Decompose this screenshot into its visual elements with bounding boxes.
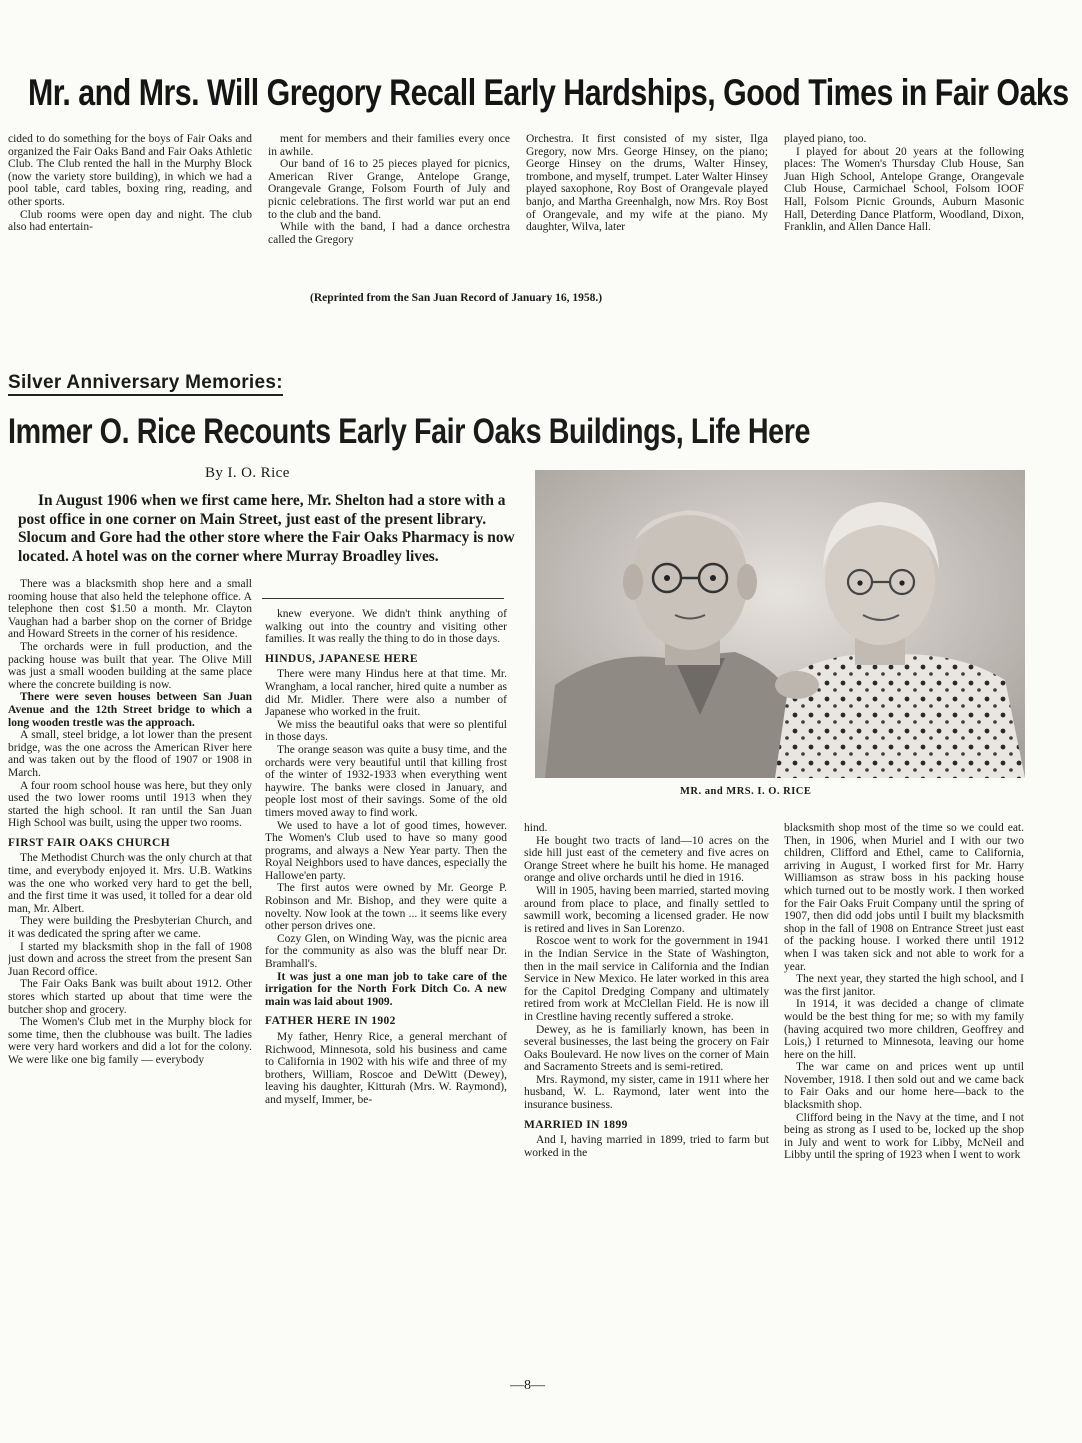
paragraph: Our band of 16 to 25 pieces played for picnics, American River Grange, Antelope Grange, Orangevale Grange, Folsom Fourth of July and picnic celebrations. The first world war put an end to the club and the band. [268,158,510,221]
paragraph: Will in 1905, having been married, started moving around from place to place, and finally settled to sawmill work, becoming a licensed grader. He now is retired and lives in San Lorenzo. [524,884,769,935]
paragraph: The Fair Oaks Bank was built about 1912. Other stores which started up about that time were the butcher shop and grocery. [8,978,252,1016]
paragraph: There were many Hindus here at that time. Mr. Wrangham, a local rancher, hired quite a number as did Mr. Midler. There were also a number of Japanese who worked in the fruit. [265,668,507,719]
top-headline: Mr. and Mrs. Will Gregory Recall Early Hardships, Good Times in Fair Oaks [28,72,1069,113]
section-kicker: Silver Anniversary Memories: [8,372,283,396]
paragraph: ment for members and their families every once in awhile. [268,133,510,158]
paragraph: The orange season was quite a busy time, and the orchards were very beautiful until that killing frost of the winter of 1932-1933 when everything went haywire. The banks were closed in January, and people lost most of their savings. Some of the old timers moved away to find work. [265,743,507,819]
paragraph: I started my blacksmith shop in the fall of 1908 just down and across the street from the present San Juan Record office. [8,940,252,978]
paragraph: The Women's Club met in the Murphy block for some time, then the clubhouse was built. The ladies were very hard workers and did a lot for the colony. We were like one big family — everybody [8,1016,252,1066]
paragraph: Roscoe went to work for the government in 1941 in the Indian Service in the State of Washington, then in the mail service in California and the Indian Service in New Mexico. He later worked in this area for the Capitol Dredging Company and ultimately retired from work at McClellan Field. He is now ill in Crestline having recently suffered a stroke. [524,935,769,1023]
paragraph: They were building the Presbyterian Church, and it was dedicated the spring after we came. [8,915,252,941]
lede-paragraph: In August 1906 when we first came here, Mr. Shelton had a store with a post office in one corner on Main Street, just east of the present library. Slocum and Gore had the other store where the Fair Oaks Pharmacy is now located. A hotel was on the corner where Murray Broadley lives. [18,492,515,565]
paragraph: I played for about 20 years at the following places: The Women's Thursday Club House, San Juan High School, Antelope Grange, Orangevale Club House, Carmichael School, Folsom IOOF Hall, Folsom Picnic Grounds, Auburn Masonic Hall, Deterding Dance Platform, Woodland, Dixon, Franklin, and Allen Dance Hall. [784,145,1024,234]
main-headline: Immer O. Rice Recounts Early Fair Oaks Buildings, Life Here [8,412,811,451]
reprint-credit: (Reprinted from the San Juan Record of January 16, 1958.) [310,292,603,304]
main-article-column-1 [8,578,252,1368]
paragraph: He bought two tracts of land—10 acres on the side hill just east of the cemetery and five acres on Orange Street where he built his home. He managed orange and olive orchards until he died in 1916. [524,834,769,885]
top-article-column-1 [8,133,252,283]
paragraph: knew everyone. We didn't think anything of walking out into the country and visiting other families. It was really the thing to do in those days. [265,608,507,646]
paragraph: We used to have a lot of good times, however. The Women's Club used to have so many good programs, and always a New Year party. Then the Royal Neighbors used to have dances, especially the Hallowe'en party. [265,819,507,882]
paragraph: blacksmith shop most of the time so we could eat. Then, in 1906, when Muriel and I with our two children, Clifford and Ethel, came to California, arriving in August, I worked first for Mr. Harry Williamson as straw boss in his packing house which turned out to be mostly work. I then worked for the Fair Oaks Fruit Company until the spring of 1907, then did odd jobs until I built my blacksmith shop in the fall of 1908 on Entrance Street just east of the packing house. I worked there until 1912 when I was taken sick and not able to work for a year. [784,822,1024,973]
paragraph: And I, having married in 1899, tried to farm but worked in the [524,1134,769,1159]
paragraph: Cozy Glen, on Winding Way, was the picnic area for the community as also was the bluff near Dr. Bramhall's. [265,932,507,971]
paragraph: The Methodist Church was the only church at that time, and everybody enjoyed it. Mrs. U.B. Watkins was the one who worked very hard to get the bell, and the first time it was used, it tolled for a dear old man, Mr. Albert. [8,852,252,915]
paragraph: hind. [524,822,548,834]
main-article-column-2 [265,608,507,1368]
paragraph: The next year, they started the high school, and I was the first janitor. [784,973,1024,998]
paragraph: We miss the beautiful oaks that were so plentiful in those days. [265,718,507,744]
paragraph: The war came on and prices went up until November, 1918. I then sold out and we came back to Fair Oaks and our home here—back to the blacksmith shop. [784,1061,1024,1112]
section-heading: FATHER HERE IN 1902 [265,1015,396,1028]
paragraph: A small, steel bridge, a lot lower than the present bridge, was the one across the American River here and was taken out by the flood of 1907 or 1908 in March. [8,729,252,779]
page-number: —8— [510,1378,545,1393]
section-heading: HINDUS, JAPANESE HERE [265,652,418,665]
top-article-column-3 [526,133,768,283]
paragraph: played piano, too. [784,133,867,145]
byline: By I. O. Rice [205,465,290,481]
paragraph: Orchestra. It first consisted of my sister, Ilga Gregory, now Mrs. George Hinsey, on the piano; George Hinsey on the drums, Walter Hinsey, trombone, and myself, trumpet. Later Walter Hinsey played saxophone, Roy Bost of Orangevale played banjo, and Martha Greenhalgh, now Mrs. Roy Bost of Orangevale, and my wife at the piano. My daughter, Wilva, later [526,133,768,234]
paragraph: Club rooms were open day and night. The club also had entertain- [8,208,252,234]
paragraph: Mrs. Raymond, my sister, came in 1911 where her husband, W. L. Raymond, later went into the insurance business. [524,1073,769,1112]
main-article-column-4 [784,822,1024,1368]
paragraph: Dewey, as he is familiarly known, has been in several businesses, the last being the grocery on Fair Oaks Boulevard. He now lives on the corner of Main and Sacramento Streets and is semi-retired. [524,1023,769,1074]
paragraph: The first autos were owned by Mr. George P. Robinson and Mr. Bishop, and they were quite a novelty. Now look at the town ... it seems like every other person drives one. [265,882,507,933]
paragraph: Clifford being in the Navy at the time, and I not being as strong as I used to be, locked up the shop in July and went to work for Libby, McNeil and Libby until the spring of 1923 when I went to work [784,1111,1024,1162]
paragraph: There was a blacksmith shop here and a small rooming house that also held the telephone office. A telephone then cost $1.50 a month. Mr. Clayton Vaughan had a barber shop on the corner of Bridge and Howard Streets in the corner of his residence. [8,578,252,641]
paragraph: There were seven houses between San Juan Avenue and the 12th Street bridge to which a long wooden trestle was the approach. [8,691,252,729]
paragraph: A four room school house was here, but they only used the two lower rooms until 1913 when they started the high school. It ran until the San Juan High School was built, using the upper two rooms. [8,779,252,830]
top-article-column-2 [268,133,510,283]
portrait-illustration [535,470,1025,778]
paragraph: While with the band, I had a dance orchestra called the Gregory [268,221,510,246]
section-heading: FIRST FAIR OAKS CHURCH [8,836,171,849]
section-heading: MARRIED IN 1899 [524,1118,628,1131]
main-article-column-3 [524,822,769,1368]
photo-caption: MR. and MRS. I. O. RICE [680,786,812,797]
paragraph: cided to do something for the boys of Fair Oaks and organized the Fair Oaks Band and Fair Oaks Athletic Club. The Club rented the hall in the Murphy Block (now the variety store building), in which we had a pool table, card tables, boxing ring, reading, and other sports. [8,133,252,208]
paragraph: The orchards were in full production, and the packing house was built that year. The Olive Mill was just a small wooden building at the same place where the concrete building is now. [8,640,252,691]
paragraph: In 1914, it was decided a change of climate would be the best thing for me; so with my family (having acquired two more children, Geoffrey and Lois,) I returned to Minnesota, leaving our home here on the hill. [784,998,1024,1061]
column-rule [262,598,504,599]
top-article-column-4 [784,133,1024,283]
couple-photo [535,470,1025,778]
paragraph: My father, Henry Rice, a general merchant of Richwood, Minnesota, sold his business and came to California in 1902 with his wife and three of my brothers, William, Roscoe and DeWitt (Dewey), leaving his daughter, Kitturah (Mrs. W. Raymond), and myself, Immer, be- [265,1031,507,1106]
paragraph: It was just a one man job to take care of the irrigation for the North Fork Ditch Co. A new main was laid about 1909. [265,970,507,1008]
